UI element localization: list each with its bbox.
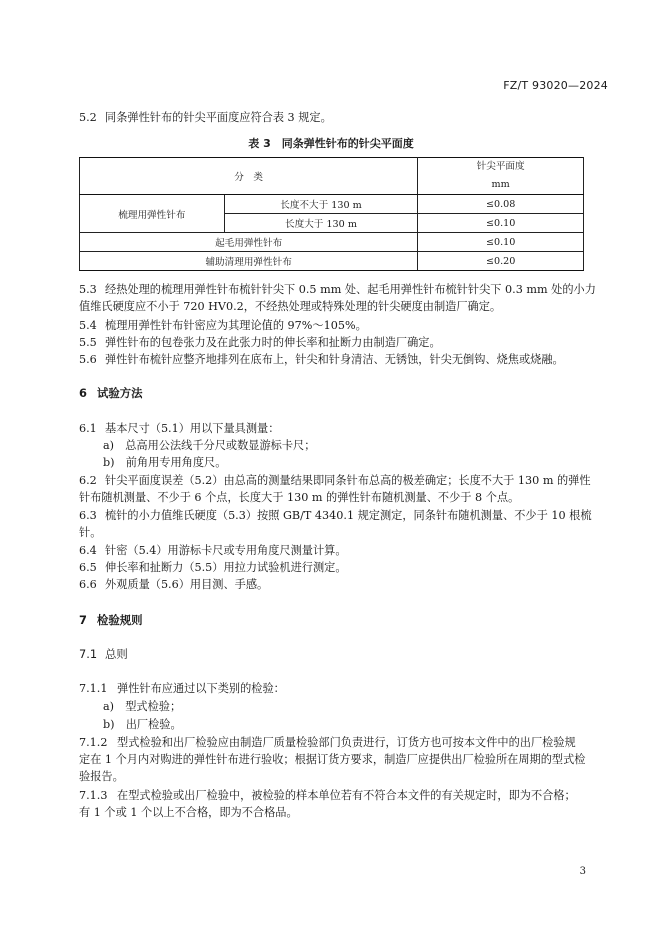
clause-text: 梳理用弹性针布针密应为其理论值的 97%～105%。 (105, 319, 367, 332)
row-value: ≤0.10 (418, 233, 584, 252)
clause-text: 针尖平面度误差（5.2）由总高的测量结果即同条针布总高的极差确定；长度不大于 130 m 的弹性 (105, 474, 591, 487)
list-item-a: a) 型式检验； (103, 700, 182, 713)
clause-number: 6.2 (79, 474, 97, 487)
clause-number: 7.1.2 (79, 736, 108, 749)
clause-5-2 (79, 110, 332, 125)
standard-code: FZ/T 93020—2024 (503, 79, 608, 92)
clause-6-3-cont: 针。 (79, 526, 102, 539)
header-flatness-unit: mm (491, 179, 510, 190)
header-flatness (418, 158, 584, 195)
clause-7-1-2 (79, 735, 576, 750)
clause-text: 型式检验和出厂检验应由制造厂质量检验部门负责进行，订货方也可按本文件中的出厂检验规 (117, 736, 576, 749)
section-number: 7 (79, 613, 87, 627)
section-number: 6 (79, 386, 87, 400)
row-value: ≤0.20 (418, 252, 584, 271)
flatness-table (79, 157, 584, 271)
clause-text: 同条弹性针布的针尖平面度应符合表 3 规定。 (105, 111, 332, 124)
clause-number: 5.2 (79, 111, 97, 124)
clause-number: 6.3 (79, 509, 97, 522)
clause-7-1-2-cont: 定在 1 个月内对购进的弹性针布进行验收；根据订货方要求，制造厂应提供出厂检验所在周期的型式检 (79, 753, 586, 766)
clause-6-6 (79, 577, 268, 592)
row-category: 辅助清理用弹性针布 (80, 252, 418, 271)
clause-5-3 (79, 282, 596, 297)
clause-5-5 (79, 335, 441, 350)
page-number: 3 (579, 866, 586, 877)
row-category: 起毛用弹性针布 (80, 233, 418, 252)
clause-6-4 (79, 543, 347, 558)
clause-number: 5.5 (79, 336, 97, 349)
clause-5-3-cont: 值维氏硬度应不小于 720 HV0.2，不经热处理或特殊处理的针尖硬度由制造厂确定。 (79, 300, 502, 313)
clause-7-1-3 (79, 788, 576, 803)
table-row (80, 252, 584, 271)
clause-7-1-3-cont: 有 1 个或 1 个以上不合格，即为不合格品。 (79, 806, 298, 819)
section-title: 检验规则 (97, 613, 143, 627)
row-category: 梳理用弹性针布 (80, 195, 225, 233)
section-7-heading (79, 612, 143, 628)
table-title: 表 3 同条弹性针布的针尖平面度 (248, 137, 414, 150)
clause-text: 弹性针布的包卷张力及在此张力时的伸长率和扯断力由制造厂确定。 (105, 336, 441, 349)
clause-text: 在型式检验或出厂检验中，被检验的样本单位若有不符合本文件的有关规定时，即为不合格； (117, 789, 576, 802)
clause-number: 6.5 (79, 561, 97, 574)
row-subcategory: 长度大于 130 m (224, 214, 418, 233)
section-6-heading (79, 385, 143, 401)
clause-number: 5.4 (79, 319, 97, 332)
clause-text: 梳针的小力值维氏硬度（5.3）按照 GB/T 4340.1 规定测定，同条针布随机测量、不少于 10 根梳 (105, 509, 592, 522)
clause-number: 6.4 (79, 544, 97, 557)
header-flatness-label: 针尖平面度 (476, 161, 525, 172)
clause-6-5 (79, 560, 347, 575)
row-value: ≤0.08 (418, 195, 584, 214)
clause-text: 伸长率和扯断力（5.5）用拉力试验机进行测定。 (105, 561, 347, 574)
row-value: ≤0.10 (418, 214, 584, 233)
clause-5-4 (79, 318, 367, 333)
clause-text: 针密（5.4）用游标卡尺或专用角度尺测量计算。 (105, 544, 347, 557)
clause-6-2 (79, 473, 591, 488)
table-row (80, 233, 584, 252)
clause-text: 外观质量（5.6）用目测、手感。 (105, 578, 269, 591)
list-item-a: a) 总高用公法线千分尺或数显游标卡尺； (103, 439, 316, 452)
row-subcategory: 长度不大于 130 m (224, 195, 418, 214)
clause-number: 5.3 (79, 283, 97, 296)
subsection-number: 7.1 (79, 647, 98, 661)
clause-number: 7.1.3 (79, 789, 108, 802)
subsection-title: 总则 (105, 647, 128, 661)
clause-text: 弹性针布梳针应整齐地排列在底布上，针尖和针身清洁、无锈蚀，针尖无倒钩、烧焦或烧融。 (105, 353, 564, 366)
list-item-b: b) 前角用专用角度尺。 (103, 456, 227, 469)
clause-number: 5.6 (79, 353, 97, 366)
table-row (80, 195, 584, 214)
clause-6-2-cont: 针布随机测量、不少于 6 个点，长度大于 130 m 的弹性针布随机测量、不少于 8 个点。 (79, 491, 520, 504)
clause-text: 弹性针布应通过以下类别的检验： (117, 682, 285, 695)
clause-6-3 (79, 508, 592, 523)
subsection-7-1-heading (79, 646, 128, 662)
clause-number: 6.6 (79, 578, 97, 591)
header-category: 分 类 (80, 158, 418, 195)
clause-number: 6.1 (79, 422, 97, 435)
clause-5-6 (79, 352, 564, 367)
clause-7-1-1 (79, 681, 285, 696)
clause-text: 经热处理的梳理用弹性针布梳针针尖下 0.5 mm 处、起毛用弹性针布梳针针尖下 0.3 mm 处的小力 (105, 283, 596, 296)
clause-number: 7.1.1 (79, 682, 108, 695)
clause-text: 基本尺寸（5.1）用以下量具测量： (105, 422, 280, 435)
clause-7-1-2-cont: 验报告。 (79, 770, 124, 783)
list-item-b: b) 出厂检验。 (103, 718, 182, 731)
clause-6-1 (79, 421, 279, 436)
section-title: 试验方法 (97, 386, 143, 400)
